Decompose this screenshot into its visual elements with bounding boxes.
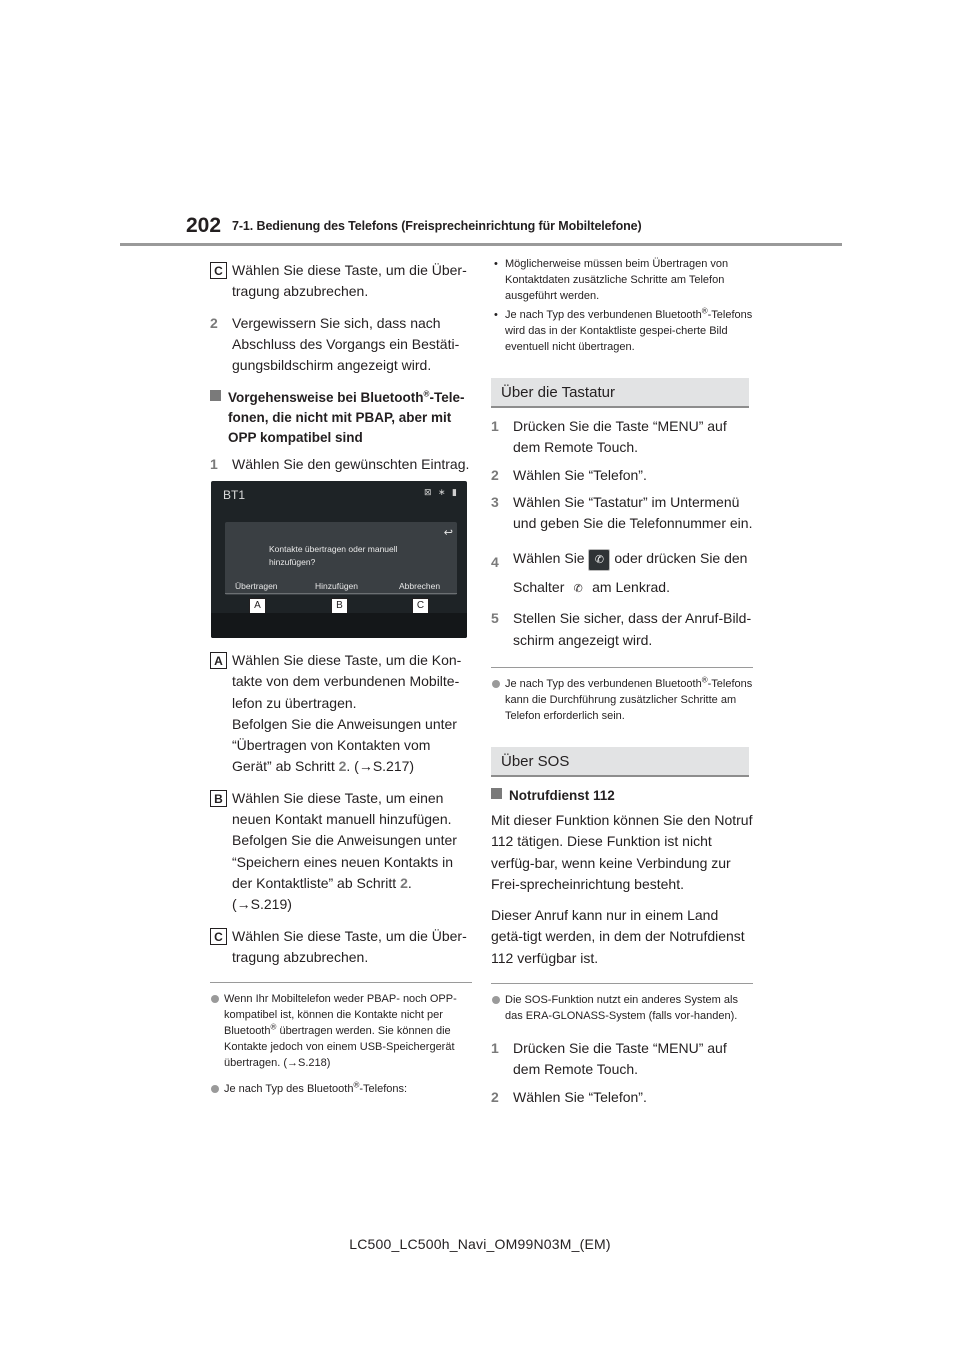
transfer-button[interactable]: Übertragen	[235, 581, 278, 591]
bullet-image	[491, 307, 753, 355]
item-text: Wählen Sie diese Taste, um einen neuen Kontakt manuell hinzufügen.	[232, 789, 452, 828]
header-rule	[120, 243, 842, 246]
cancel-button[interactable]: Abbrechen	[399, 581, 441, 591]
sos-step-2	[491, 1087, 753, 1108]
callout-b: B	[331, 598, 348, 614]
step-number: 5	[491, 610, 499, 627]
callout-label: A	[210, 652, 227, 669]
step-text-c: am Lenkrad.	[592, 579, 670, 596]
note-text-b: -Telefons kann die Durchführung zusätzlicher Schritte am Telefon erforderlich sein.	[505, 678, 753, 723]
item-c-cancel-top	[210, 260, 472, 303]
item-a-transfer	[210, 650, 472, 778]
step-number: 1	[210, 456, 218, 473]
note-text: Die SOS-Funktion nutzt ein anderes System als das ERA-GLONASS-System (falls vor-handen).	[505, 994, 738, 1023]
subheading-text: Notrufdienst 112	[509, 788, 615, 803]
back-icon[interactable]: ↩	[443, 527, 453, 539]
note-bullet-icon	[211, 1085, 219, 1093]
step-number: 2	[210, 314, 218, 331]
section-keyboard: Über die Tastatur	[491, 378, 749, 408]
note-divider	[491, 667, 753, 668]
step-text-a: Wählen Sie	[513, 550, 585, 567]
footer-code: LC500_LC500h_Navi_OM99N03M_(EM)	[349, 1236, 611, 1252]
left-column-lower	[210, 650, 472, 1097]
right-column-keyboard	[491, 416, 753, 724]
item-text: Wählen Sie diese Taste, um die Über-tragung abzubrechen.	[232, 262, 467, 300]
note-bluetooth-steps	[491, 676, 753, 724]
note-divider	[491, 983, 753, 984]
page-ref: (→S.219)	[232, 896, 292, 913]
item-text: Wählen Sie diese Taste, um die Kon-takte von dem verbundenen Mobilte-lefon zu übertragen.	[232, 652, 462, 711]
square-bullet-icon	[491, 788, 502, 799]
add-button[interactable]: Hinzufügen	[315, 581, 359, 591]
step-number: 4	[491, 554, 499, 571]
dialog-separator	[225, 593, 457, 594]
status-icons: ⊠ ∗ ▮	[423, 487, 459, 497]
right-column-top	[491, 256, 753, 355]
item-b-add	[210, 788, 472, 916]
subheading-text-a: Vorgehensweise bei Bluetooth	[228, 390, 424, 406]
kb-step-5	[491, 608, 753, 651]
square-bullet-icon	[210, 390, 221, 401]
registered-mark: ®	[423, 389, 430, 399]
item-instruction-a: Befolgen Sie die Anweisungen unter “Speichern eines neuen Kontakts in der Kontaktliste” ab Schritt	[232, 832, 457, 891]
step-text: Wählen Sie “Tastatur” im Untermenü und geben Sie die Telefonnummer ein.	[513, 493, 753, 532]
callout-a: A	[249, 598, 266, 614]
note-text-a: Wenn Ihr Mobiltelefon weder PBAP- noch OPP-kompatibel ist, können die Kontakte nicht per Bluetooth	[224, 993, 457, 1038]
item-instruction-b: .	[407, 874, 412, 891]
note-divider	[210, 982, 472, 983]
step-text: Stellen Sie sicher, dass der Anruf-Bild-schirm angezeigt wird.	[513, 610, 752, 648]
paragraph-country: Dieser Anruf kann nur in einem Land getä-tigt werden, in dem der Notrufdienst 112 verfügbar ist.	[491, 907, 745, 966]
kb-step-4	[491, 544, 753, 602]
screen-bottom	[211, 613, 467, 638]
subheading-text-b: -Tele-fonen, die nicht mit PBAP, aber mit OPP kompatibel sind	[228, 390, 465, 446]
step-number: 2	[491, 466, 499, 483]
step-text: Wählen Sie “Telefon”.	[513, 466, 647, 483]
page-number: 202	[186, 214, 222, 237]
item-text: Wählen Sie diese Taste, um die Über-tragung abzubrechen.	[232, 927, 467, 965]
bullet-mark: •	[494, 258, 498, 270]
screen-title: BT1	[223, 488, 246, 502]
step-number: 1	[491, 418, 499, 434]
step-ref: 2	[400, 874, 408, 891]
step-text: Drücken Sie die Taste “MENU” auf dem Remote Touch.	[513, 1040, 727, 1078]
note-pbap	[210, 991, 472, 1071]
kb-step-3	[491, 492, 753, 535]
item-instruction-b: . (→S.217)	[346, 758, 415, 775]
step-text: Drücken Sie die Taste “MENU” auf dem Remote Touch.	[513, 418, 727, 456]
item-instruction-a: Befolgen Sie die Anweisungen unter “Übertragen von Kontakten vom Gerät” ab Schritt	[232, 715, 457, 775]
step-text: Wählen Sie den gewünschten Eintrag.	[232, 456, 470, 473]
note-bullet-icon	[492, 996, 500, 1004]
left-column	[210, 260, 472, 476]
bullet-text: Möglicherweise müssen beim Übertragen von Kontaktdaten zusätzliche Schritte am Telefon ausgeführt werden.	[505, 258, 729, 302]
step-text: Vergewissern Sie sich, dass nach Abschluss des Vorgangs ein Bestäti-gungsbildschirm angezeigt wird.	[232, 314, 460, 374]
callout-c: C	[412, 598, 429, 614]
callout-label: C	[210, 262, 227, 279]
phone-icon: ✆	[588, 549, 610, 571]
step-text-b: oder drücken Sie den Schalter	[513, 550, 748, 596]
registered-mark: ®	[701, 306, 708, 316]
registered-mark: ®	[353, 1080, 360, 1090]
chapter-title: 7-1. Bedienung des Telefons (Freisprecheinrichtung für Mobiltelefone)	[232, 219, 642, 233]
note-sos	[491, 992, 753, 1024]
registered-mark: ®	[701, 675, 708, 685]
step-text: Wählen Sie “Telefon”.	[513, 1088, 647, 1105]
subheading-opp	[210, 388, 472, 448]
kb-step-2	[491, 465, 753, 486]
note-text-a: Je nach Typ des Bluetooth	[224, 1083, 354, 1096]
step-number: 1	[491, 1040, 499, 1057]
kb-step-1	[491, 416, 753, 459]
subheading-emergency	[491, 786, 753, 806]
bullet-mark: •	[494, 309, 498, 321]
bullet-text-b: -Telefons wird das in der Kontaktliste gespei-cherte Bild eventuell nicht übertragen.	[505, 309, 753, 353]
note-text-a: Je nach Typ des verbundenen Bluetooth	[505, 678, 702, 691]
note-bullet-icon	[492, 680, 500, 688]
callout-label: C	[210, 928, 227, 945]
paragraph-emergency: Mit dieser Funktion können Sie den Notruf 112 tätigen. Diese Funktion ist nicht verfüg-bar, wenn keine Verbindung zur Frei-sprecheinrichtung besteht.	[491, 812, 753, 892]
registered-mark: ®	[270, 1022, 277, 1032]
section-sos: Über SOS	[491, 747, 749, 777]
note-text-b: -Telefons:	[359, 1083, 408, 1096]
step-2	[210, 313, 472, 377]
bullet-text-a: Je nach Typ des verbundenen Bluetooth	[505, 309, 702, 321]
step-1	[210, 454, 472, 475]
callout-label: B	[210, 790, 227, 807]
step-ref: 2	[338, 758, 347, 775]
step-number: 3	[491, 493, 499, 510]
right-column-sos	[491, 786, 753, 1108]
steering-phone-icon: ✆	[568, 579, 588, 599]
dialog-message: Kontakte übertragen oder manuell hinzufügen?	[269, 544, 398, 567]
item-c-cancel	[210, 926, 472, 969]
step-number: 2	[491, 1088, 499, 1105]
note-bullet-icon	[211, 995, 219, 1003]
note-text-b: übertragen werden. Sie können die Kontakte jedoch von einem USB-Speichergerät übertragen. (→S.218)	[224, 1025, 455, 1070]
note-phone-type	[210, 1081, 472, 1097]
bullet-extra-steps	[491, 256, 753, 304]
display-screenshot	[211, 481, 467, 638]
sos-step-1	[491, 1038, 753, 1081]
